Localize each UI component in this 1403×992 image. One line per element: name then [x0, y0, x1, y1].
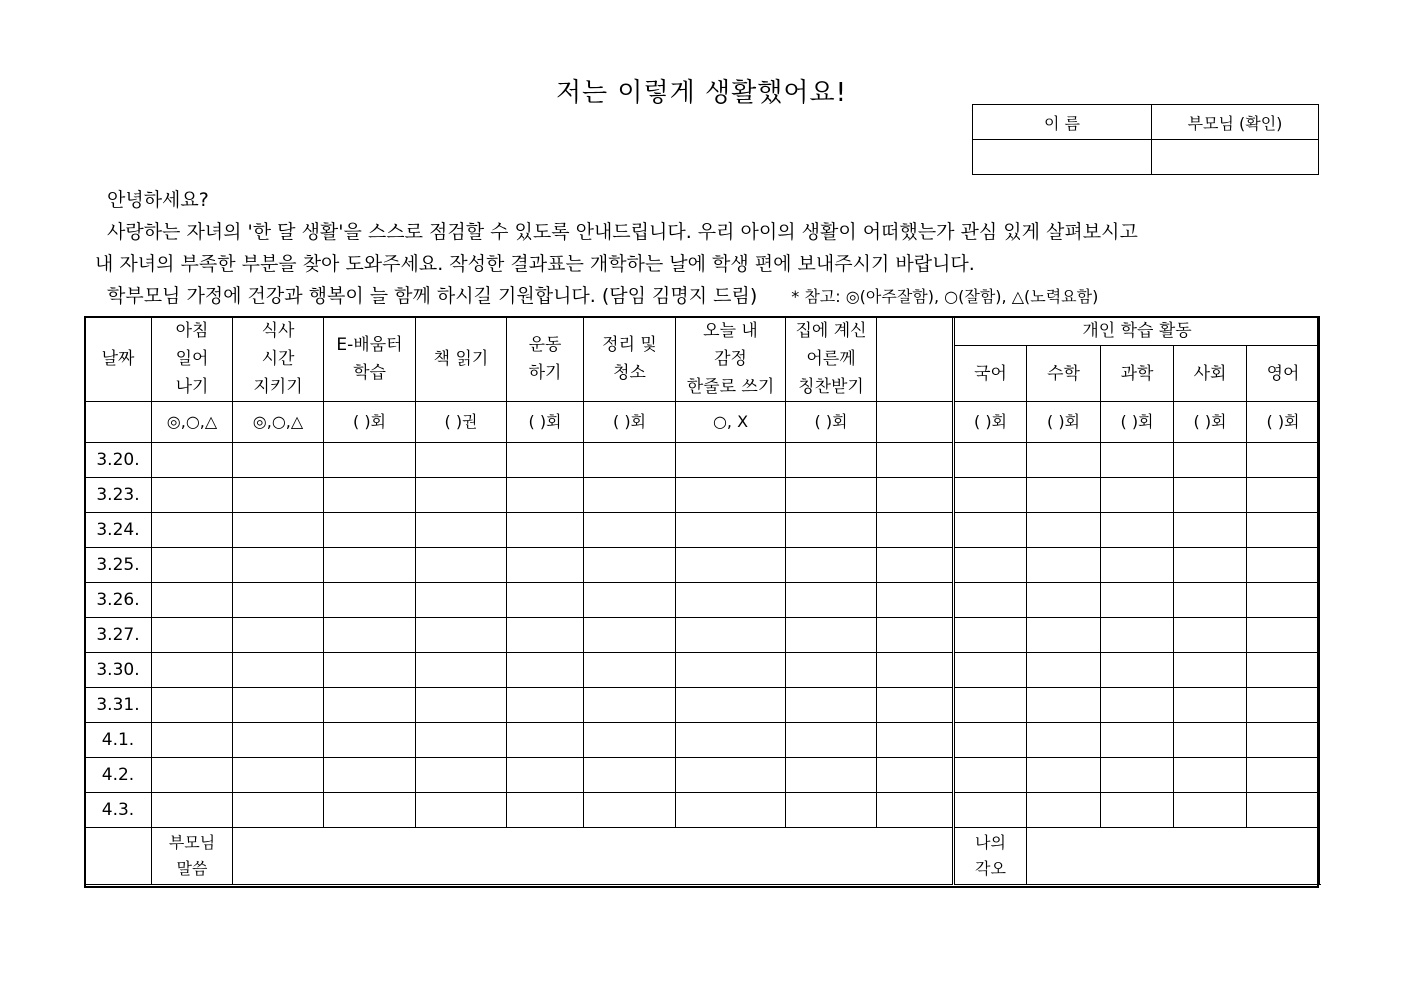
- entry-cell[interactable]: [1174, 793, 1247, 828]
- header-line: E-배움터: [336, 335, 403, 355]
- entry-cell[interactable]: [786, 758, 877, 793]
- entry-cell[interactable]: [877, 548, 954, 583]
- unit-cell: ◎,○,△: [233, 402, 324, 443]
- entry-cell[interactable]: [152, 688, 233, 723]
- entry-cell[interactable]: [1247, 583, 1320, 618]
- entry-cell[interactable]: [416, 548, 507, 583]
- entry-cell[interactable]: [1247, 478, 1320, 513]
- greeting: 안녕하세요?: [107, 189, 209, 211]
- entry-cell[interactable]: [324, 793, 416, 828]
- entry-cell[interactable]: [324, 688, 416, 723]
- entry-cell[interactable]: [584, 478, 676, 513]
- entry-cell[interactable]: [416, 688, 507, 723]
- footer-blank: [85, 828, 152, 885]
- entry-cell[interactable]: [954, 513, 1027, 548]
- entry-cell[interactable]: [324, 653, 416, 688]
- parent-confirm-label: 부모님 (확인): [1152, 105, 1319, 140]
- date-cell: 3.20.: [85, 443, 152, 478]
- activity-table: [84, 316, 1320, 885]
- date-cell: 3.23.: [85, 478, 152, 513]
- entry-cell[interactable]: [507, 618, 584, 653]
- entry-cell[interactable]: [152, 443, 233, 478]
- unit-cell: ( )회: [324, 402, 416, 443]
- entry-cell[interactable]: [1247, 548, 1320, 583]
- entry-cell[interactable]: [1027, 758, 1101, 793]
- entry-cell[interactable]: [1174, 618, 1247, 653]
- table-row: [85, 478, 1320, 513]
- entry-cell[interactable]: [786, 513, 877, 548]
- entry-cell[interactable]: [152, 793, 233, 828]
- my-resolution-field[interactable]: [1027, 828, 1320, 885]
- sign-box: [972, 104, 1319, 175]
- entry-cell[interactable]: [1247, 513, 1320, 548]
- column-header: [507, 317, 584, 402]
- subject-unit-cell: ( )회: [954, 402, 1027, 443]
- entry-cell[interactable]: [584, 653, 676, 688]
- entry-cell[interactable]: [584, 723, 676, 758]
- entry-cell[interactable]: [676, 443, 786, 478]
- header-line: 오늘 내: [703, 321, 758, 341]
- entry-cell[interactable]: [507, 513, 584, 548]
- header-line: 식사: [261, 321, 295, 341]
- intro-text: [95, 184, 1315, 313]
- header-line: 말씀: [176, 859, 208, 878]
- entry-cell[interactable]: [877, 723, 954, 758]
- entry-cell[interactable]: [1174, 583, 1247, 618]
- entry-cell[interactable]: [676, 688, 786, 723]
- header-line: 청소: [613, 363, 646, 383]
- entry-cell[interactable]: [1174, 688, 1247, 723]
- entry-cell[interactable]: [1027, 583, 1101, 618]
- date-cell: 3.31.: [85, 688, 152, 723]
- subject-header: 과학: [1101, 346, 1174, 402]
- entry-cell[interactable]: [1027, 723, 1101, 758]
- entry-cell[interactable]: [954, 653, 1027, 688]
- unit-cell: [877, 402, 954, 443]
- entry-cell[interactable]: [1247, 618, 1320, 653]
- entry-cell[interactable]: [584, 513, 676, 548]
- header-line: 일어: [175, 349, 209, 369]
- entry-cell[interactable]: [877, 758, 954, 793]
- table-row: [85, 688, 1320, 723]
- unit-cell: [85, 402, 152, 443]
- subject-header: 영어: [1247, 346, 1320, 402]
- unit-cell: ( )회: [786, 402, 877, 443]
- entry-cell[interactable]: [416, 478, 507, 513]
- intro-line-1: 사랑하는 자녀의 '한 달 생활'을 스스로 점검할 수 있도록 안내드립니다. 우리 아이의 생활이 어떠했는가 관심 있게 살펴보시고: [107, 221, 1138, 243]
- header-line: 운동: [528, 335, 562, 355]
- table-row: [85, 583, 1320, 618]
- entry-cell[interactable]: [1101, 513, 1174, 548]
- header-line: 지키기: [253, 377, 303, 397]
- header-line: 감정: [714, 349, 747, 369]
- header-line: 책 읽기: [433, 349, 489, 369]
- entry-cell[interactable]: [954, 583, 1027, 618]
- header-line: 한줄로 쓰기: [686, 377, 775, 397]
- date-cell: 4.1.: [85, 723, 152, 758]
- entry-cell[interactable]: [507, 758, 584, 793]
- entry-cell[interactable]: [877, 478, 954, 513]
- entry-cell[interactable]: [1174, 723, 1247, 758]
- entry-cell[interactable]: [152, 548, 233, 583]
- entry-cell[interactable]: [584, 443, 676, 478]
- entry-cell[interactable]: [324, 758, 416, 793]
- entry-cell[interactable]: [1247, 443, 1320, 478]
- column-header: [877, 317, 954, 402]
- legend-note: * 참고: ◎(아주잘함), ○(잘함), △(노력요함): [791, 287, 1099, 306]
- entry-cell[interactable]: [877, 793, 954, 828]
- entry-cell[interactable]: [676, 653, 786, 688]
- entry-cell[interactable]: [324, 548, 416, 583]
- entry-cell[interactable]: [416, 758, 507, 793]
- entry-cell[interactable]: [1101, 548, 1174, 583]
- date-cell: 4.2.: [85, 758, 152, 793]
- entry-cell[interactable]: [877, 513, 954, 548]
- subject-header: 국어: [954, 346, 1027, 402]
- unit-cell: ◎,○,△: [152, 402, 233, 443]
- header-line: 어른께: [806, 349, 856, 369]
- header-line: 학습: [353, 363, 386, 383]
- entry-cell[interactable]: [584, 793, 676, 828]
- column-header: [676, 317, 786, 402]
- entry-cell[interactable]: [152, 513, 233, 548]
- entry-cell[interactable]: [416, 443, 507, 478]
- column-header: [786, 317, 877, 402]
- entry-cell[interactable]: [233, 688, 324, 723]
- entry-cell[interactable]: [233, 513, 324, 548]
- entry-cell[interactable]: [1247, 793, 1320, 828]
- entry-cell[interactable]: [507, 653, 584, 688]
- entry-cell[interactable]: [1027, 618, 1101, 653]
- entry-cell[interactable]: [954, 688, 1027, 723]
- entry-cell[interactable]: [233, 758, 324, 793]
- unit-cell: ( )회: [584, 402, 676, 443]
- parent-comment-field[interactable]: [233, 828, 954, 885]
- entry-cell[interactable]: [507, 548, 584, 583]
- entry-cell[interactable]: [152, 618, 233, 653]
- table-row: [85, 618, 1320, 653]
- entry-cell[interactable]: [584, 618, 676, 653]
- entry-cell[interactable]: [786, 688, 877, 723]
- entry-cell[interactable]: [676, 583, 786, 618]
- entry-cell[interactable]: [877, 653, 954, 688]
- entry-cell[interactable]: [416, 793, 507, 828]
- date-cell: 3.25.: [85, 548, 152, 583]
- entry-cell[interactable]: [786, 618, 877, 653]
- entry-cell[interactable]: [416, 513, 507, 548]
- entry-cell[interactable]: [676, 723, 786, 758]
- entry-cell[interactable]: [954, 443, 1027, 478]
- entry-cell[interactable]: [1101, 688, 1174, 723]
- entry-cell[interactable]: [954, 478, 1027, 513]
- entry-cell[interactable]: [877, 443, 954, 478]
- entry-cell[interactable]: [1101, 583, 1174, 618]
- entry-cell[interactable]: [507, 723, 584, 758]
- entry-cell[interactable]: [1174, 513, 1247, 548]
- entry-cell[interactable]: [1247, 653, 1320, 688]
- header-line: 하기: [528, 363, 562, 383]
- subject-unit-cell: ( )회: [1174, 402, 1247, 443]
- entry-cell[interactable]: [676, 618, 786, 653]
- entry-cell[interactable]: [233, 793, 324, 828]
- table-row: [85, 653, 1320, 688]
- table-row: [85, 793, 1320, 828]
- entry-cell[interactable]: [877, 583, 954, 618]
- parent-confirm-field[interactable]: [1152, 140, 1319, 175]
- entry-cell[interactable]: [324, 513, 416, 548]
- name-label: 이 름: [973, 105, 1152, 140]
- entry-cell[interactable]: [1247, 723, 1320, 758]
- entry-cell[interactable]: [324, 583, 416, 618]
- subject-unit-cell: ( )회: [1101, 402, 1174, 443]
- entry-cell[interactable]: [1027, 443, 1101, 478]
- name-field[interactable]: [973, 140, 1152, 175]
- date-header: 날짜: [85, 317, 152, 402]
- date-cell: 3.24.: [85, 513, 152, 548]
- table-row: [85, 443, 1320, 478]
- entry-cell[interactable]: [1101, 723, 1174, 758]
- entry-cell[interactable]: [233, 443, 324, 478]
- unit-cell: ( )회: [507, 402, 584, 443]
- entry-cell[interactable]: [676, 548, 786, 583]
- entry-cell[interactable]: [954, 548, 1027, 583]
- entry-cell[interactable]: [416, 618, 507, 653]
- entry-cell[interactable]: [676, 758, 786, 793]
- entry-cell[interactable]: [1101, 653, 1174, 688]
- column-header: [152, 317, 233, 402]
- unit-cell: ( )권: [416, 402, 507, 443]
- entry-cell[interactable]: [676, 793, 786, 828]
- entry-cell[interactable]: [507, 443, 584, 478]
- header-line: 정리 및: [602, 335, 657, 355]
- entry-cell[interactable]: [1174, 443, 1247, 478]
- entry-cell[interactable]: [1027, 793, 1101, 828]
- entry-cell[interactable]: [676, 478, 786, 513]
- subject-header: 사회: [1174, 346, 1247, 402]
- entry-cell[interactable]: [416, 653, 507, 688]
- entry-cell[interactable]: [416, 723, 507, 758]
- date-cell: 3.30.: [85, 653, 152, 688]
- entry-cell[interactable]: [584, 758, 676, 793]
- column-header: [233, 317, 324, 402]
- entry-cell[interactable]: [1101, 758, 1174, 793]
- header-line: 나기: [175, 377, 209, 397]
- intro-line-3: 학부모님 가정에 건강과 행복이 늘 함께 하시길 기원합니다. (담임 김명지 드림): [107, 285, 758, 307]
- entry-cell[interactable]: [786, 793, 877, 828]
- entry-cell[interactable]: [152, 723, 233, 758]
- entry-cell[interactable]: [954, 618, 1027, 653]
- entry-cell[interactable]: [1101, 443, 1174, 478]
- entry-cell[interactable]: [584, 548, 676, 583]
- entry-cell[interactable]: [152, 758, 233, 793]
- entry-cell[interactable]: [786, 548, 877, 583]
- entry-cell[interactable]: [1027, 478, 1101, 513]
- entry-cell[interactable]: [324, 478, 416, 513]
- date-cell: 4.3.: [85, 793, 152, 828]
- entry-cell[interactable]: [233, 583, 324, 618]
- table-row: [85, 758, 1320, 793]
- entry-cell[interactable]: [877, 618, 954, 653]
- entry-cell[interactable]: [233, 548, 324, 583]
- entry-cell[interactable]: [1247, 688, 1320, 723]
- entry-cell[interactable]: [507, 583, 584, 618]
- table-row: [85, 723, 1320, 758]
- column-header: [584, 317, 676, 402]
- date-cell: 3.27.: [85, 618, 152, 653]
- column-header: [324, 317, 416, 402]
- subject-unit-cell: ( )회: [1247, 402, 1320, 443]
- header-line: 집에 계신: [795, 321, 867, 341]
- entry-cell[interactable]: [1101, 618, 1174, 653]
- entry-cell[interactable]: [507, 478, 584, 513]
- header-line: 아침: [175, 321, 209, 341]
- entry-cell[interactable]: [1027, 548, 1101, 583]
- page-title: 저는 이렇게 생활했어요!: [555, 78, 848, 108]
- entry-cell[interactable]: [1027, 688, 1101, 723]
- entry-cell[interactable]: [954, 758, 1027, 793]
- entry-cell[interactable]: [233, 653, 324, 688]
- entry-cell[interactable]: [152, 653, 233, 688]
- entry-cell[interactable]: [324, 723, 416, 758]
- entry-cell[interactable]: [1027, 653, 1101, 688]
- column-header: [416, 317, 507, 402]
- header-line: 각오: [975, 859, 1006, 878]
- table-row: [85, 513, 1320, 548]
- entry-cell[interactable]: [233, 478, 324, 513]
- entry-cell[interactable]: [676, 513, 786, 548]
- entry-cell[interactable]: [1101, 478, 1174, 513]
- header-line: 칭찬받기: [798, 377, 864, 397]
- entry-cell[interactable]: [1247, 758, 1320, 793]
- unit-cell: ○, X: [676, 402, 786, 443]
- study-header: 개인 학습 활동: [954, 317, 1320, 346]
- entry-cell[interactable]: [584, 688, 676, 723]
- entry-cell[interactable]: [954, 793, 1027, 828]
- my-resolution-label: [954, 828, 1027, 885]
- entry-cell[interactable]: [1101, 793, 1174, 828]
- entry-cell[interactable]: [786, 583, 877, 618]
- intro-line-2: 내 자녀의 부족한 부분을 찾아 도와주세요. 작성한 결과표는 개학하는 날에 학생 편에 보내주시기 바랍니다.: [95, 253, 975, 275]
- header-line: 시간: [261, 349, 295, 369]
- entry-cell[interactable]: [1027, 513, 1101, 548]
- entry-cell[interactable]: [152, 478, 233, 513]
- entry-cell[interactable]: [1174, 548, 1247, 583]
- entry-cell[interactable]: [1174, 758, 1247, 793]
- entry-cell[interactable]: [233, 723, 324, 758]
- entry-cell[interactable]: [877, 688, 954, 723]
- entry-cell[interactable]: [786, 653, 877, 688]
- entry-cell[interactable]: [233, 618, 324, 653]
- entry-cell[interactable]: [416, 583, 507, 618]
- subject-unit-cell: ( )회: [1027, 402, 1101, 443]
- header-line: 나의: [975, 833, 1006, 852]
- entry-cell[interactable]: [152, 583, 233, 618]
- parent-comment-label: [152, 828, 233, 885]
- entry-cell[interactable]: [786, 723, 877, 758]
- entry-cell[interactable]: [584, 583, 676, 618]
- entry-cell[interactable]: [324, 618, 416, 653]
- entry-cell[interactable]: [786, 443, 877, 478]
- entry-cell[interactable]: [1174, 478, 1247, 513]
- entry-cell[interactable]: [1174, 653, 1247, 688]
- entry-cell[interactable]: [954, 723, 1027, 758]
- entry-cell[interactable]: [324, 443, 416, 478]
- subject-header: 수학: [1027, 346, 1101, 402]
- entry-cell[interactable]: [507, 688, 584, 723]
- date-cell: 3.26.: [85, 583, 152, 618]
- entry-cell[interactable]: [786, 478, 877, 513]
- table-row: [85, 548, 1320, 583]
- entry-cell[interactable]: [507, 793, 584, 828]
- header-line: 부모님: [168, 833, 216, 852]
